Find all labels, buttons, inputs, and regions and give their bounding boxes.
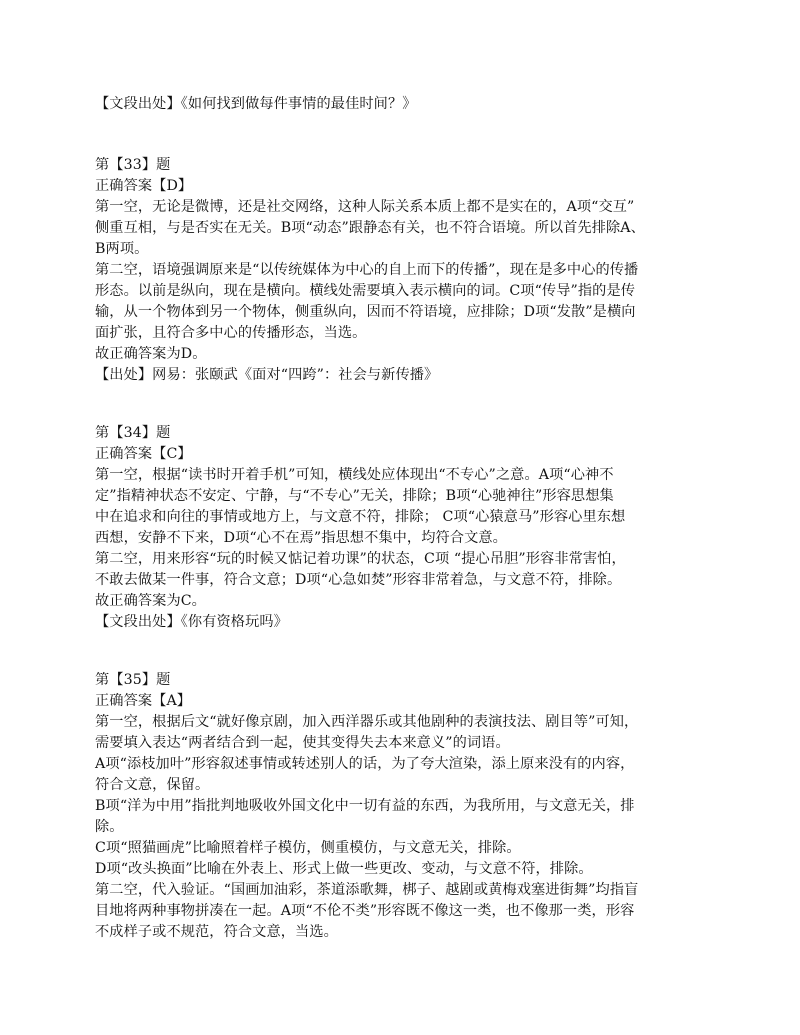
explanation-line: B项“洋为中用”指批判地吸收外国文化中一切有益的东西，为我所用，与文意无关，排: [95, 798, 635, 814]
question-title-q33: 第【33】题: [95, 157, 171, 173]
answer-line-q35: 正确答案【A】: [95, 693, 192, 709]
source-line-q34: 【文段出处】《你有资格玩吗》: [95, 614, 288, 630]
source-line-q33: 【出处】网易：张颐武《面对“四跨”：社会与新传播》: [95, 367, 439, 383]
explanation-line: 第一空，无论是微博，还是社交网络，这种人际关系本质上都不是实在的，A项“交互”: [95, 199, 635, 215]
explanation-line: 不成样子或不规范，符合文意，当选。: [95, 924, 338, 940]
explanation-line: 侧重互相，与是否实在无关。B项“动态”跟静态有关，也不符合语境。所以首先排除A、: [95, 220, 645, 236]
question-title-q34: 第【34】题: [95, 425, 171, 441]
explanation-line: 定”指精神状态不安定、宁静，与“不专心”无关，排除；B项“心驰神往”形容思想集: [95, 488, 614, 504]
explanation-line: A项“添枝加叶”形容叙述事情或转述别人的话，为了夸大渲染，添上原来没有的内容，: [95, 756, 635, 772]
explanation-line: 需要填入表达“两者结合到一起，使其变得失去本来意义”的词语。: [95, 735, 510, 751]
conclusion-line-q34: 故正确答案为C。: [95, 593, 206, 609]
answer-line-q34: 正确答案【C】: [95, 446, 192, 462]
explanation-line: 第二空，用来形容“玩的时候又惦记着功课”的状态，C项 “提心吊胆”形容非常害怕，: [95, 551, 626, 567]
explanation-line: C项“照猫画虎”比喻照着样子模仿，侧重模仿，与文意无关，排除。: [95, 840, 521, 856]
explanation-line: 符合文意，保留。: [95, 777, 210, 793]
explanation-line: 不敢去做某一件事，符合文意；D项“心急如焚”形容非常着急，与文意不符，排除。: [95, 572, 622, 588]
explanation-line: 第二空，代入验证。“国画加油彩，茶道添歌舞，梆子、越剧或黄梅戏塞进街舞”均指盲: [95, 882, 639, 898]
conclusion-line-q33: 故正确答案为D。: [95, 346, 207, 362]
explanation-line: D项“改头换面”比喻在外表上、形式上做一些更改、变动，与文意不符，排除。: [95, 861, 593, 877]
explanation-line: 西想，安静不下来，D项“心不在焉”指思想不集中，均符合文意。: [95, 530, 507, 546]
explanation-line: 输，从一个物体到另一个物体，侧重纵向，因而不符语境，应排除；D项“发散”是横向: [95, 304, 636, 320]
source-line-q32: 【文段出处】《如何找到做每件事情的最佳时间？》: [95, 96, 417, 112]
explanation-line: 除。: [95, 819, 124, 835]
explanation-line: B两项。: [95, 241, 149, 257]
question-title-q35: 第【35】题: [95, 672, 171, 688]
explanation-line: 形态。以前是纵向，现在是横向。横线处需要填入表示横向的词。C项“传导”指的是传: [95, 283, 636, 299]
explanation-line: 第一空，根据后文“就好像京剧，加入西洋器乐或其他剧种的表演技法、剧目等”可知，: [95, 714, 639, 730]
explanation-line: 中在追求和向往的事情或地方上，与文意不符，排除； C项“心猿意马”形容心里东想: [95, 509, 626, 525]
explanation-line: 第一空，根据“读书时开着手机”可知，横线处应体现出“不专心”之意。A项“心神不: [95, 467, 614, 483]
explanation-line: 面扩张，且符合多中心的传播形态，当选。: [95, 325, 367, 341]
answer-line-q33: 正确答案【D】: [95, 178, 193, 194]
explanation-line: 目地将两种事物拼凑在一起。A项“不伦不类”形容既不像这一类，也不像那一类，形容: [95, 903, 635, 919]
explanation-line: 第二空，语境强调原来是“以传统媒体为中心的自上而下的传播”，现在是多中心的传播: [95, 262, 639, 278]
